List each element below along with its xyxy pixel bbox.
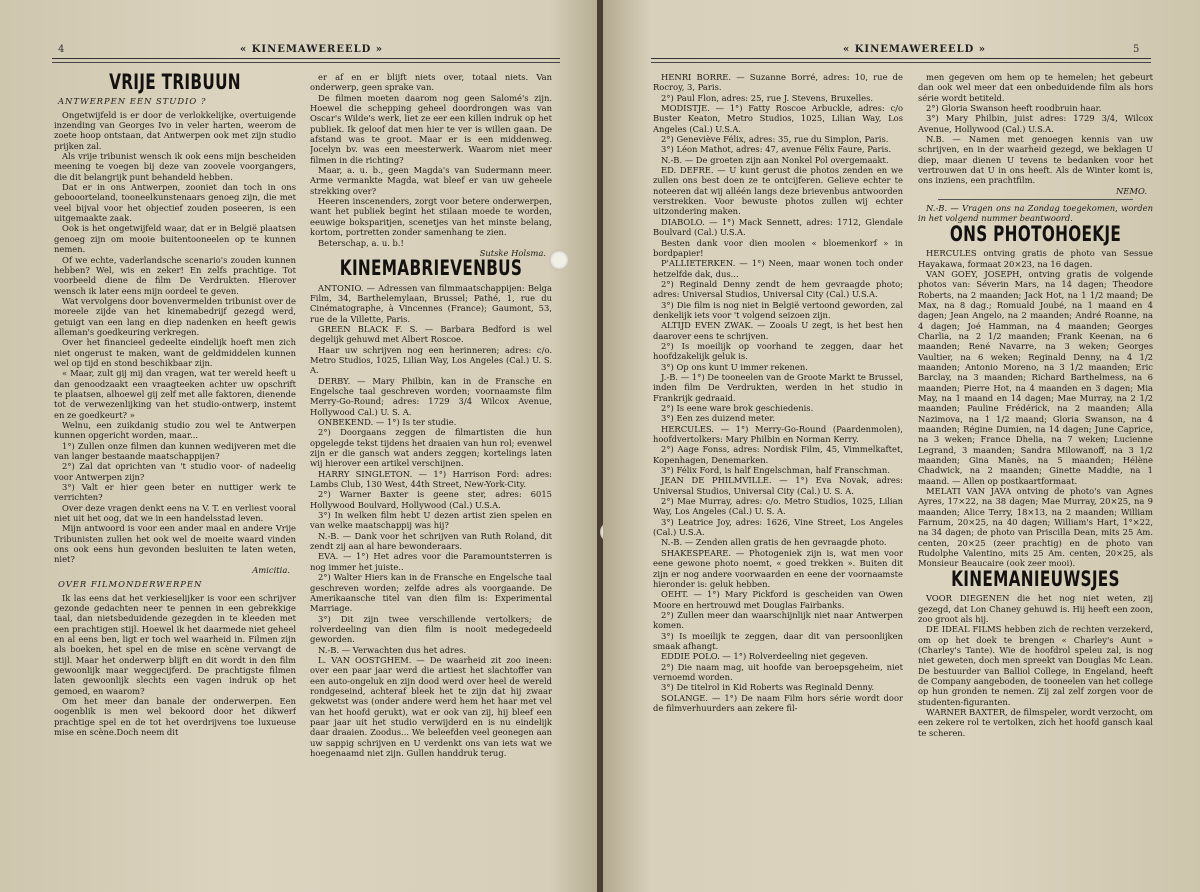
- paragraph: N.B. — Namen met genoegen kennis van uw schrijven, en in der waarheid gezegd, we beklagen U diep, maar dienen U tevens te bedanken voor het vertrouwen dat U in ons heeft. Als de Winter komt is, ons inziens, een prachtfilm.: [918, 134, 1153, 186]
- article-title: ANTWERPEN EEN STUDIO ?: [58, 96, 207, 107]
- section-heading-ons-photohoekje: ONS PHOTOHOEKJE: [949, 222, 1122, 248]
- left-column-2: [310, 72, 552, 872]
- page-number-right: 5: [1133, 44, 1140, 55]
- header-rule-thin: [651, 62, 1151, 63]
- paragraph: 2°) Aage Fonss, adres: Nordisk Film, 45, Vimmelkaftet, Kopenhagen, Denemarken.: [653, 444, 903, 465]
- paragraph: 2°) Reginald Denny zendt de hem gevraagde photo; adres: Universal Studios, Universal City (Cal.) U.S.A.: [653, 278, 903, 300]
- paragraph: 2°) Zal dat oprichten van 't studio voor- of nadeelig voor Antwerpen zijn?: [54, 461, 296, 482]
- paragraph: er af en er blijft niets over, totaal niets. Van onderwerp, geen sprake van.: [310, 72, 552, 93]
- paragraph: MODISTJE. — 1°) Fatty Roscoe Arbuckle, adres: c/o Buster Keaton, Metro Studios, 1025, Lilian Way, Los Angeles (Cal.) U.S.A.: [653, 103, 903, 134]
- running-head-left: « KINEMAWEREELD »: [240, 44, 384, 55]
- paragraph: HERCULES ontving gratis de photo van Sessue Hayakawa, formaat 20×23, na 16 dagen.: [918, 248, 1153, 269]
- header-rule-thin: [52, 62, 560, 63]
- paragraph: Haar uw schrijven nog een herinneren; adres: c/o. Metro Studios, 1025, Lilian Way, Los Angeles (Cal.) U. S. A.: [310, 344, 552, 376]
- paragraph: Mijn antwoord is voor een ander maal en andere Vrije Tribunisten zullen het ook wel de moeite waard vinden ons ook eens hun gevonden besluiten te laten weten, niet?: [54, 523, 296, 565]
- paragraph: 2°) Is eene ware brok geschiedenis.: [661, 403, 814, 413]
- paragraph: Welnu, een zuikdanig studio zou wel te Antwerpen kunnen opgericht worden, maar...: [54, 420, 296, 441]
- page-number-left: 4: [58, 44, 65, 55]
- section-heading-kinemanieuwsjes: KINEMANIEUWSJES: [951, 567, 1120, 593]
- paragraph: 2°) Die naam mag, uit hoofde van beroepsgeheim, niet vernoemd worden.: [653, 661, 903, 682]
- paragraph: Om het meer dan banale der onderwerpen. Een oogenblik is men wel bekoord door het dikwerf prachtige spel en de tot het overdrijvens toe luxueuse mise en scène.Doch neem dit: [54, 695, 296, 737]
- signature: Sutske Holsma.: [479, 247, 546, 258]
- paragraph: Besten dank voor dien moolen « bloemenkorf » in bordpapier!: [653, 237, 903, 258]
- left-column-1: [54, 72, 296, 872]
- paragraph: 3°) Léon Mathot, adres: 47, avenue Félix Faure, Paris.: [661, 144, 892, 155]
- signature: Amicitia.: [252, 564, 290, 575]
- article-title: OVER FILMONDERWERPEN: [58, 579, 203, 590]
- paragraph: VAN GOEY, JOSEPH, ontving gratis de volgende photos van: Séverin Mars, na 14 dagen; Theodore Roberts, na 2 maanden; Jack Hot, na 1 1/2 maand; De Max, na 8 dag.; Romuald Joubé, na 1 maand en 4 dagen; Jean Angelo, na 2 maanden; André Roanne, na 4 dagen; Joé Hamman, na 4 maanden; Georges Charlia, na 2 1/2 maanden; Frank Keenan, na 6 maanden; René Navarre, na 3 weken; Georges Vaultier, na 6 weken; Reginald Denny, na 4 1/2 maanden; Antonio Moreno, na 3 1/2 maanden; Eric Barclay, na 3 maanden; Richard Barthelmess, na 6 maanden; Pierre Hot, na 4 maanden en 3 dagen; Mia May, na 1 maand en 14 dagen; Mae Murray, na 2 1/2 maanden; Pauline Frédérick, na 2 maanden; Alla Nazimova, na 1 1/2 maand; Gloria Swanson, na 4 maanden; Régine Dumien, na 14 dagen; June Caprice, na 3 weken; France Dhelia, na 7 weken; Lucienne Legrand, 3 maanden; Sandra Milowanoff, na 3 1/2 maanden; Gina Manès, na 5 maanden; Hélène Chadwick, na 2 maanden; Ginette Maddie, na 1 maand. — Allen op postkaartformaat.: [918, 268, 1153, 486]
- paragraph: Dat er in ons Antwerpen, zooniet dan toch in ons gebooorteland, tooneelkunstenaars genoeg zijn, die met veel bijval voor het objectief zouden poseeren, is een uitgemaakte zaak.: [54, 182, 296, 224]
- running-head-right: « KINEMAWEREELD »: [843, 44, 987, 55]
- paragraph: ANTONIO. — Adressen van filmmaatschappijen: Belga Film, 34, Barthelemylaan, Brussel; Pathé, 1, rue du Cinématographe, à Vincennes (France); Gaumont, 53, rue de la Villette, Paris.: [310, 282, 552, 324]
- signature: NEMO.: [1115, 185, 1147, 196]
- paragraph: 1°) Zullen onze filmen dan kunnen wedijveren met die van langer bestaande maatschappijen?: [54, 440, 296, 462]
- paragraph: J.-B. — 1°) De tooneelen van de Groote Markt te Brussel, inden film De Verdrukten, werden in het studio in Frankrijk gedraaid.: [653, 371, 903, 403]
- paragraph: P'ALLIETERKEN. — 1°) Neen, maar wonen toch onder hetzelfde dak, dus...: [653, 258, 903, 279]
- paragraph: GREEN BLACK F. S. — Barbara Bedford is wel degelijk gehuwd met Albert Roscoe.: [310, 323, 552, 345]
- paragraph: 3°) In welken film hebt U dezen artist zien spelen en van welke maatschappij was hij?: [310, 510, 552, 531]
- paragraph: WARNER BAXTER, de filmspeler, wordt verzocht, om een zekere rol te vertolken, zich het hoofd gansch kaal te scheren.: [918, 706, 1153, 738]
- paragraph: men gegeven om hem op te hemelen; het gebeurt dan ook wel meer dat een onbeduidende film als hors série wordt betiteld.: [918, 72, 1153, 103]
- paragraph: N.-B. — Dank voor het schrijven van Ruth Roland, dit zendt zij aan al hare bewonderaars.: [310, 530, 552, 552]
- paragraph: HARRY SINGLETON. — 1°) Harrison Ford: adres: Lambs Club, 130 West, 44th Street, New-York-City.: [310, 468, 552, 490]
- paragraph: 2°) Gloria Swanson heeft roodbruin haar.: [926, 103, 1102, 114]
- paragraph: 3°) Leatrice Joy, adres: 1626, Vine Street, Los Angeles (Cal.) U.S.A.: [653, 516, 903, 538]
- paragraph: HENRI BORRE. — Suzanne Borré, adres: 10, rue de Rocroy, 3, Paris.: [653, 72, 903, 93]
- paragraph: Ik las eens dat het verkieselijker is voor een schrijver gezonde gedachten neer te pennen in een gebrekkige taal, dan nietsbeduidende gezegden in te kleeden met een prachtigen stijl. Hoewel ik het daarmede niet geheel en al eens ben, ligt er toch wel waarheid in. Filmen zijn als boeken, het spel en de mise en scène vervangt de stijl. Maar het onderwerp blijft en dit wordt in den film gewoonlijk maar weggecijferd. De prachtigste filmen laten gewoonlijk slechts een vagen indruk op het gemoed, en waarom?: [54, 592, 296, 696]
- paragraph: N.-B. — De groeten zijn aan Nonkel Pol overgemaakt.: [661, 154, 889, 165]
- paragraph: ED. DEFRE. — U kunt gerust die photos zenden en we zullen ons best doen ze te ontcijferen. Gelieve echter te noteeren dat wij alléén langs deze brievenbus antwoorden verstrekken. Voor bewuste photos zullen wij echter uitzondering maken.: [653, 165, 903, 217]
- left-page: [0, 0, 597, 892]
- paragraph: VOOR DIEGENEN die het nog niet weten, zij gezegd, dat Lon Chaney gehuwd is. Hij heeft een zoon, zoo groot als hij.: [918, 593, 1153, 624]
- right-column-2: [918, 72, 1153, 877]
- paragraph: N.-B. — Zenden allen gratis de hen gevraagde photo.: [661, 537, 887, 548]
- paragraph: DIABOLO. — 1°) Mack Sennett, adres: 1712, Glendale Boulvard (Cal.) U.S.A.: [653, 216, 903, 238]
- paragraph: 2°) Geneviève Félix, adres: 35, rue du Simplon, Paris.: [661, 134, 889, 145]
- paragraph: 2°) Mae Murray, adres: c/o. Metro Studios, 1025, Lilian Way, Los Angeles (Cal.) U. S. A.: [653, 496, 903, 517]
- paragraph: Ook is het ongetwijfeld waar, dat er in België plaatsen genoeg zijn om mooie buitentooneelen op te kunnen nemen.: [54, 223, 296, 255]
- section-heading-kinemabrievenbus: KINEMABRIEVENBUS: [339, 256, 523, 282]
- right-page: [603, 0, 1200, 892]
- paragraph: 3°) Valt er hier geen beter en nuttiger werk te verrichten?: [54, 482, 296, 503]
- paragraph: ALTIJD EVEN ZWAK. — Zooals U zegt, is het best hen daarover eens te schrijven.: [653, 320, 903, 341]
- paragraph: « Maar, zult gij mij dan vragen, wat ter wereld heeft u dan genoodzaakt een vraagteeken achter uw opschrift te plaatsen, alhoewel gij zelf met alle faktoren, dienende tot de verwezenlijking van het studio-ontwerp, instemt en ze goedkeurt? »: [54, 368, 296, 420]
- paragraph: Over deze vragen denkt eens na V. T. en verliest vooral niet uit het oog, dat we in een handelsstad leven.: [54, 502, 296, 524]
- paragraph: HERCULES. — 1°) Merry-Go-Round (Paardenmolen), hoofdvertolkers: Mary Philbin en Norman Kerry.: [653, 423, 903, 445]
- paragraph: Heeren inscenenders, zorgt voor betere onderwerpen, want het publiek begint het stilaan moede te worden, eeuwige boksparitjen, scenetjes van het minste belang, kortom, portretten zonder samenhang te zien.: [310, 196, 552, 238]
- header-rule: [651, 58, 1151, 59]
- section-heading-vrije-tribuun: VRIJE TRIBUUN: [109, 72, 241, 96]
- paragraph: 3°) Een zes duizend meter.: [661, 413, 776, 424]
- header-rule: [52, 58, 560, 59]
- paragraph: ONBEKEND. — 1°) Is ter studie.: [318, 417, 457, 427]
- paragraph: SHAKESPEARE. — Photogeniek zijn is, wat men voor eene gewone photo noemt, « goed trekken ». Buiten dit zijn er nog andere voorwaarden en eene der voornaamste hieronder is: geluk hebben.: [653, 547, 903, 589]
- paragraph: De filmen moeten daarom nog geen Salomé's zijn. Hoewel die schepping geheel doordrongen was van Oscar's Wilde's werk, liet ze eer een killen indruk op het publiek. Ik geloof dat men hier te ver is willen gaan. De afstand was te groot. Maar er is een middenweg. Jocelyn bv. was een meesterwerk. Waarom niet meer filmen in die richting?: [310, 92, 552, 165]
- paragraph: DERBY. — Mary Philbin, kan in de Fransche en Engelsche taal geschreven worden; voornaamste film Merry-Go-Round; adres: 1729 3/4 Wilcox Avenue, Hollywood Cal.) U. S. A.: [310, 375, 552, 417]
- notice: N.-B. — Vragen ons na Zondag toegekomen, worden in het volgend nummer beantwoord.: [918, 203, 1153, 224]
- paragraph: 2°) Is moeilijk op voorhand te zeggen, daar het hoofdzakelijk geluk is.: [653, 340, 903, 362]
- paragraph: 3°) De titelrol in Kid Roberts was Reginald Denny.: [661, 682, 875, 693]
- paragraph: 3°) Mary Philbin, juist adres: 1729 3/4, Wilcox Avenue, Hollywood (Cal.) U.S.A.: [918, 113, 1153, 134]
- paragraph: MELATI VAN JAVA ontving de photo's van Agnes Ayres, 17×22, na 38 dagen; Mae Murray, 20×25, na 9 maanden; Alice Terry, 18×13, na 2 maanden; William Farnum, 20×25, na 40 dagen; William's Hart, 1°×22, na 34 dagen; de photo van Priscilla Dean, mits 25 Am. centen, 20×25 (zeer prachtig) en de photo van Rudolphe Valentino, mits 25 Am. centen, 20×25, als Monsieur Beaucaire (ook zeer mooi).: [918, 486, 1153, 569]
- paragraph: Ongetwijfeld is er door de verlokkelijke, overtuigende inzending van Georges Ivo in veler harten, weerom de zoete hoop ontstaan, dat Antwerpen ook met zijn studio prijken zal.: [54, 109, 296, 151]
- paragraph: Beterschap, a. u. b.!: [318, 237, 404, 248]
- paragraph: 2°) Walter Hiers kan in de Fransche en Engelsche taal geschreven worden; zelfde adres als voorgaande. De Amerikaansche titel van dien film is: Experimental Marriage.: [310, 572, 552, 614]
- paragraph: 2°) Paul Flon, adres: 25, rue J. Stevens, Bruxelles.: [661, 92, 874, 103]
- paragraph: Of we echte, vaderlandsche scenario's zouden kunnen hebben? Wel, wis en zeker! En zelfs prachtige. Tot voorbeeld diene de film De Verdrukten. Hierover wensch ik later eens mijn oordeel te geven.: [54, 254, 296, 296]
- paragraph: 3°) Op ons kunt U immer rekenen.: [661, 361, 808, 372]
- paragraph: Wat vervolgens door bovenvermelden tribunist over de moreele zijde van het kinemabedrijf gezegd werd, getuigt van een lang en diep nadenken en heeft gewis alleman's goedkeuring verkregen.: [54, 295, 296, 337]
- paragraph: EVA. — 1°) Het adres voor die Paramountsterren is nog immer het juiste..: [310, 551, 552, 572]
- paragraph: OEHT. — 1°) Mary Pickford is gescheiden van Owen Moore en hertrouwd met Douglas Fairbanks.: [653, 589, 903, 610]
- paragraph: 3°) Félix Ford, is half Engelschman, half Franschman.: [661, 465, 890, 476]
- paragraph: 2°) Warner Baxter is geene ster, adres: 6015 Hollywood Boulvard, Hollywood (Cal.) U.S.A.: [310, 489, 552, 510]
- paragraph: SOLANGE. — 1°) De naam Film hors série wordt door de filmverhuurders aan zekere fil-: [653, 692, 903, 713]
- divider: [938, 199, 1133, 200]
- paragraph: 3°) Die film is nog niet in België vertoond geworden, zal denkelijk iets voor 't volgend seizoen zijn.: [653, 299, 903, 320]
- punch-hole: [549, 250, 569, 270]
- paragraph: L. VAN OOSTGHEM. — De waarheid zit zoo ineen: over een paar jaar werd die artiest het slachtoffer van een auto-ongeluk en zijn dood werd over heel de wereld rondgeseind, achteraf bleek het te zijn dat hij zwaar gekwetst was (onder andere werd hem het haar met vel van het hoofd gerukt), wat er ook van zij, hij bleef een paar jaar uit het studio verwijderd en is nu eindelijk daar draaien. Zoodus... We beleefden veel geonegen aan uw sappig schrijven en U verdenkt ons van iets wat we hoegenaamd niet zijn. Gullen handdruk terug.: [310, 654, 552, 758]
- paragraph: DE IDEAL FILMS hebben zich de rechten verzekerd, om op het doek te brengen « Charley's Aunt » (Charley's Tante). Wie de hoofdrol speleu zal, is nog niet geweten, doch men spreekt van Douglas Mc Lean. De bestuurder van Balliol College, in Engeland, heeft de Company aangeboden, de tooneelen van het college op hun gronden te nemen. Zij zal zelf zorgen voor de studenten-figuranten.: [918, 624, 1153, 707]
- paragraph: 3°) Is moeilijk te zeggen, daar dit van persoonlijken smaak afhangt.: [653, 630, 903, 651]
- paragraph: EDDIE POLO. — 1°) Rolverdeeling niet gegeven.: [661, 651, 869, 662]
- paragraph: Maar, a. u. b., geen Magda's van Sudermann meer. Arme vermankte Magda, wat bleef er van uw geheele strekking over?: [310, 165, 552, 196]
- paragraph: Over het financieel gedeelte eindelijk hoeft men zich niet ongerust te maken, want de geldmiddelen kunnen wel op tijd en stond beschikbaar zijn.: [54, 337, 296, 368]
- paragraph: 2°) Zullen meer dan waarschijnlijk niet naar Antwerpen komen.: [653, 609, 903, 631]
- paragraph: 2°) Doorgaans zeggen de filmartisten die hun opgelegde tekst tijdens het draaien van hun rol; evenwel zijn er die gansch wat anders zeggen; kortelings laten wij hierover een artikel verschijnen.: [310, 427, 552, 469]
- paragraph: Als vrije tribunist wensch ik ook eens mijn bescheiden meening te voegen bij deze van zoovele voorgangers, die dit belangrijk punt behandeld hebben.: [54, 151, 296, 182]
- paragraph: 3°) Dit zijn twee verschillende vertolkers; de rolverdeeling van dien film is nooit medegedeeld geworden.: [310, 613, 552, 645]
- paragraph: JEAN DE PHILMVILLE. — 1°) Eva Novak, adres: Universal Studios, Universal City (Cal.) U. S. A.: [653, 475, 903, 496]
- right-column-1: [653, 72, 903, 877]
- paragraph: N.-B. — Verwachten dus het adres.: [318, 644, 467, 655]
